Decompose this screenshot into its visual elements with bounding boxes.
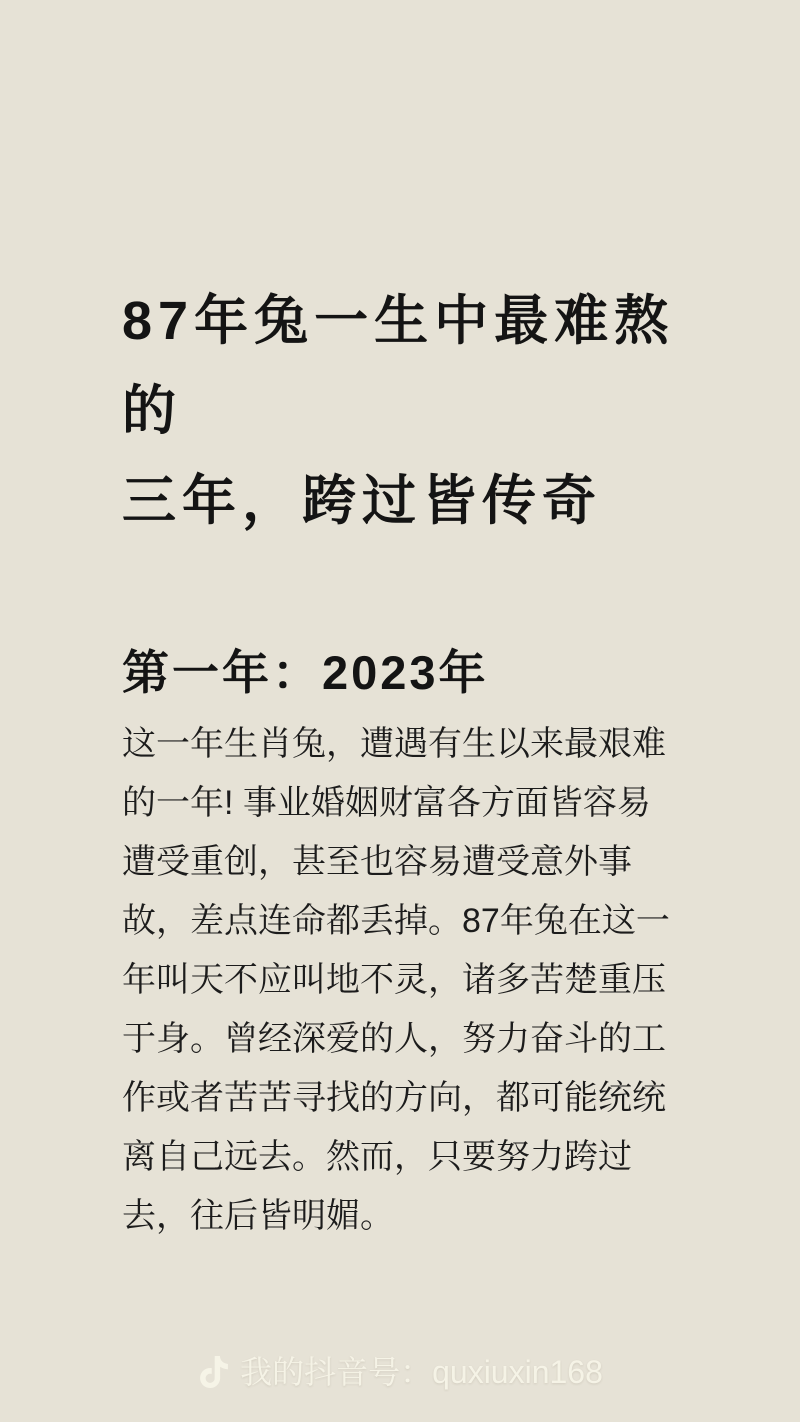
body-line: 遭受重创，甚至也容易遭受意外事 [122, 843, 632, 881]
body-line: 故，差点连命都丢掉。87年兔在这一 [122, 902, 670, 940]
douyin-handle-label: 我的抖音号：quxiuxin168 [240, 1354, 603, 1390]
body-line: 去，往后皆明媚。 [122, 1197, 394, 1235]
footer-watermark [0, 1351, 800, 1393]
body-line: 的一年! 事业婚姻财富各方面皆容易 [122, 784, 651, 822]
title-line-1: 87年兔一生中最难熬的 [122, 291, 675, 441]
body-line: 离自己远去。然而，只要努力跨过 [122, 1138, 632, 1176]
page-title [122, 276, 704, 546]
douyin-note-icon [197, 1352, 231, 1392]
body-text [122, 715, 704, 1246]
body-line: 作或者苦苦寻找的方向，都可能统统 [122, 1079, 666, 1117]
body-line: 年叫天不应叫地不灵，诸多苦楚重压 [122, 961, 666, 999]
section-heading: 第一年：2023年 [122, 646, 489, 699]
body-line: 于身。曾经深爱的人，努力奋斗的工 [122, 1020, 666, 1058]
title-line-2: 三年，跨过皆传奇 [122, 471, 602, 531]
body-line: 这一年生肖兔，遭遇有生以来最艰难 [122, 725, 666, 763]
